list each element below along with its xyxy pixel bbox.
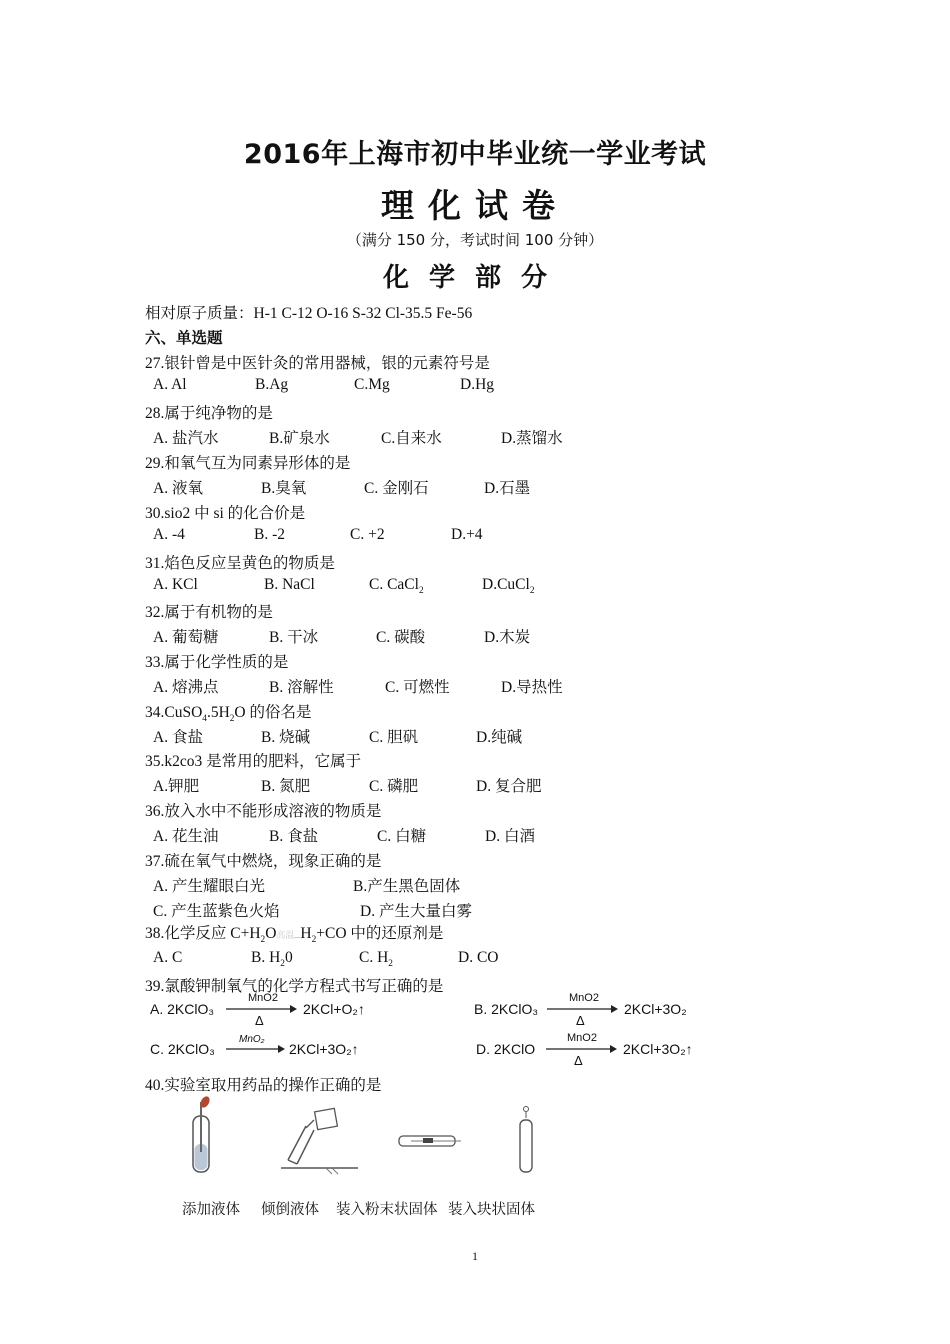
q28-option-c: C.自来水 (381, 430, 442, 447)
q35-option-a: A.钾肥 (153, 778, 200, 795)
q37-option-b: B.产生黑色固体 (353, 878, 461, 895)
question-34-stem (145, 700, 312, 724)
q39-a-product: 2KCl+O₂↑ (303, 1001, 365, 1017)
q27-option-c: C.Mg (354, 376, 390, 393)
q28-option-d: D.蒸馏水 (501, 430, 563, 447)
q27-option-a: A. Al (153, 376, 187, 393)
page-number: 1 (472, 1249, 478, 1263)
q38-b-text: 0 (284, 949, 293, 966)
q38-stem-part: +CO 中的还原剂是 (316, 925, 444, 942)
q36-option-b: B. 食盐 (269, 828, 319, 845)
atomic-mass-line: 相对原子质量：H-1 C-12 O-16 S-32 Cl-35.5 Fe-56 (145, 305, 473, 322)
q39-b-reactant: B. 2KClO₃ (474, 1001, 539, 1017)
q34-option-b: B. 烧碱 (261, 729, 311, 746)
q39-c-catalyst: MnO₂ (239, 1034, 265, 1045)
exam-note: （满分 150 分，考试时间 100 分钟） (346, 231, 604, 249)
question-32-stem: 32.属于有机物的是 (145, 604, 273, 621)
q39-a-reactant: A. 2KClO₃ (150, 1001, 215, 1017)
q38-b-text: B. H (251, 949, 281, 966)
q37-option-a: A. 产生耀眼白光 (153, 878, 265, 895)
exam-title: 2016年上海市初中毕业统一学业考试 (243, 139, 707, 170)
pouring-liquid-image (276, 1106, 368, 1176)
q30-option-c: C. +2 (350, 526, 385, 543)
section-heading: 六、单选题 (145, 330, 223, 347)
q34-stem-part: 34.CuSO (145, 704, 203, 721)
q38-condition-faint: 高温 (276, 930, 295, 940)
q31-d-subscript: 2 (529, 586, 535, 597)
dropper-in-test-tube-image (186, 1094, 216, 1176)
q36-option-a: A. 花生油 (153, 828, 219, 845)
q29-option-c: C. 金刚石 (364, 480, 429, 497)
q39-b-heat: Δ (576, 1013, 585, 1028)
q36-option-d: D. 白酒 (485, 828, 535, 845)
question-37-stem: 37.硫在氧气中燃烧，现象正确的是 (145, 853, 382, 870)
q31-option-b: B. NaCl (264, 576, 315, 593)
q31-c-subscript: 2 (418, 586, 424, 597)
q34-option-d: D.纯碱 (476, 729, 523, 746)
question-29-stem: 29.和氧气互为同素异形体的是 (145, 455, 351, 472)
q38-option-b (251, 949, 293, 969)
q38-subscript: 2 (260, 935, 266, 946)
q38-subscript: 2 (311, 935, 317, 946)
q34-stem-part: .5H (206, 704, 230, 721)
caption-add-liquid: 添加液体 (182, 1202, 240, 1218)
q39-c-reactant: C. 2KClO₃ (150, 1041, 215, 1057)
q28-option-b: B.矿泉水 (269, 430, 330, 447)
q31-option-d (482, 576, 534, 596)
q34-option-c: C. 胆矾 (369, 729, 419, 746)
q39-c-arrow (226, 1043, 286, 1055)
q30-option-a: A. -4 (153, 526, 185, 543)
q39-b-product: 2KCl+3O₂ (624, 1001, 687, 1017)
q32-option-c: C. 碳酸 (376, 629, 426, 646)
q38-stem-part: 38.化学反应 C+H (145, 925, 261, 942)
q34-option-a: A. 食盐 (153, 729, 203, 746)
q34-stem-part: O 的俗名是 (234, 704, 312, 721)
q39-d-heat: Δ (574, 1053, 583, 1068)
question-28-stem: 28.属于纯净物的是 (145, 405, 273, 422)
question-33-stem: 33.属于化学性质的是 (145, 654, 289, 671)
question-30-stem: 30.sio2 中 si 的化合价是 (145, 505, 306, 522)
q29-option-d: D.石墨 (484, 480, 531, 497)
q28-option-a: A. 盐汽水 (153, 430, 219, 447)
q31-d-text: D.CuCl (482, 576, 530, 593)
q33-option-b: B. 溶解性 (269, 679, 334, 696)
q32-option-b: B. 干冰 (269, 629, 319, 646)
q31-option-c (369, 576, 424, 596)
question-38-stem (145, 921, 443, 945)
q39-d-catalyst: MnO2 (567, 1032, 597, 1044)
q34-subscript: 4 (202, 714, 207, 725)
q37-option-c: C. 产生蓝紫色火焰 (153, 903, 280, 920)
q33-option-d: D.导热性 (501, 679, 563, 696)
q30-option-d: D.+4 (451, 526, 483, 543)
q39-a-catalyst: MnO2 (248, 992, 278, 1004)
q31-c-text: C. CaCl (369, 576, 419, 593)
caption-load-block: 装入块状固体 (448, 1202, 535, 1218)
question-31-stem: 31.焰色反应呈黄色的物质是 (145, 555, 335, 572)
question-27-stem: 27.银针曾是中医针灸的常用器械，银的元素符号是 (145, 355, 490, 372)
caption-pour-liquid: 倾倒液体 (261, 1202, 319, 1218)
q39-d-reactant: D. 2KClO (476, 1041, 536, 1057)
q27-option-d: D.Hg (460, 376, 495, 393)
q39-a-heat: Δ (255, 1013, 264, 1028)
q33-option-c: C. 可燃性 (385, 679, 450, 696)
part-title: 化学部分 (382, 263, 567, 293)
q29-option-a: A. 液氧 (153, 480, 203, 497)
q30-option-b: B. -2 (254, 526, 285, 543)
q38-option-d: D. CO (458, 949, 499, 966)
exam-subtitle: 理化试卷 (381, 186, 569, 225)
caption-load-powder: 装入粉末状固体 (336, 1202, 438, 1218)
q38-c-subscript: 2 (388, 959, 393, 970)
q29-option-b: B.臭氧 (261, 480, 307, 497)
q32-option-a: A. 葡萄糖 (153, 629, 219, 646)
block-solid-loading-image (515, 1104, 537, 1176)
q38-stem-part: H (300, 925, 312, 942)
q38-option-c (359, 949, 393, 969)
q35-option-d: D. 复合肥 (476, 778, 542, 795)
q33-option-a: A. 熔沸点 (153, 679, 219, 696)
q38-b-subscript: 2 (280, 959, 285, 970)
q34-subscript: 2 (229, 714, 235, 725)
question-36-stem: 36.放入水中不能形成溶液的物质是 (145, 803, 382, 820)
question-40-stem: 40.实验室取用药品的操作正确的是 (145, 1077, 382, 1094)
q27-option-b: B.Ag (255, 376, 289, 393)
q39-c-product: 2KCl+3O₂↑ (289, 1041, 359, 1057)
q39-d-product: 2KCl+3O₂↑ (623, 1041, 693, 1057)
q38-stem-part: O (265, 925, 277, 942)
q39-b-catalyst: MnO2 (569, 992, 599, 1004)
q38-option-a: A. C (153, 949, 183, 966)
q35-option-b: B. 氮肥 (261, 778, 311, 795)
q32-option-d: D.木炭 (484, 629, 531, 646)
q36-option-c: C. 白糖 (377, 828, 427, 845)
question-35-stem: 35.k2co3 是常用的肥料，它属于 (145, 753, 362, 770)
q35-option-c: C. 磷肥 (369, 778, 419, 795)
q37-option-d: D. 产生大量白雾 (360, 903, 472, 920)
question-39-stem: 39.氯酸钾制氧气的化学方程式书写正确的是 (145, 978, 444, 995)
powder-loading-image (397, 1132, 463, 1150)
q38-c-text: C. H (359, 949, 389, 966)
q31-option-a: A. KCl (153, 576, 198, 593)
